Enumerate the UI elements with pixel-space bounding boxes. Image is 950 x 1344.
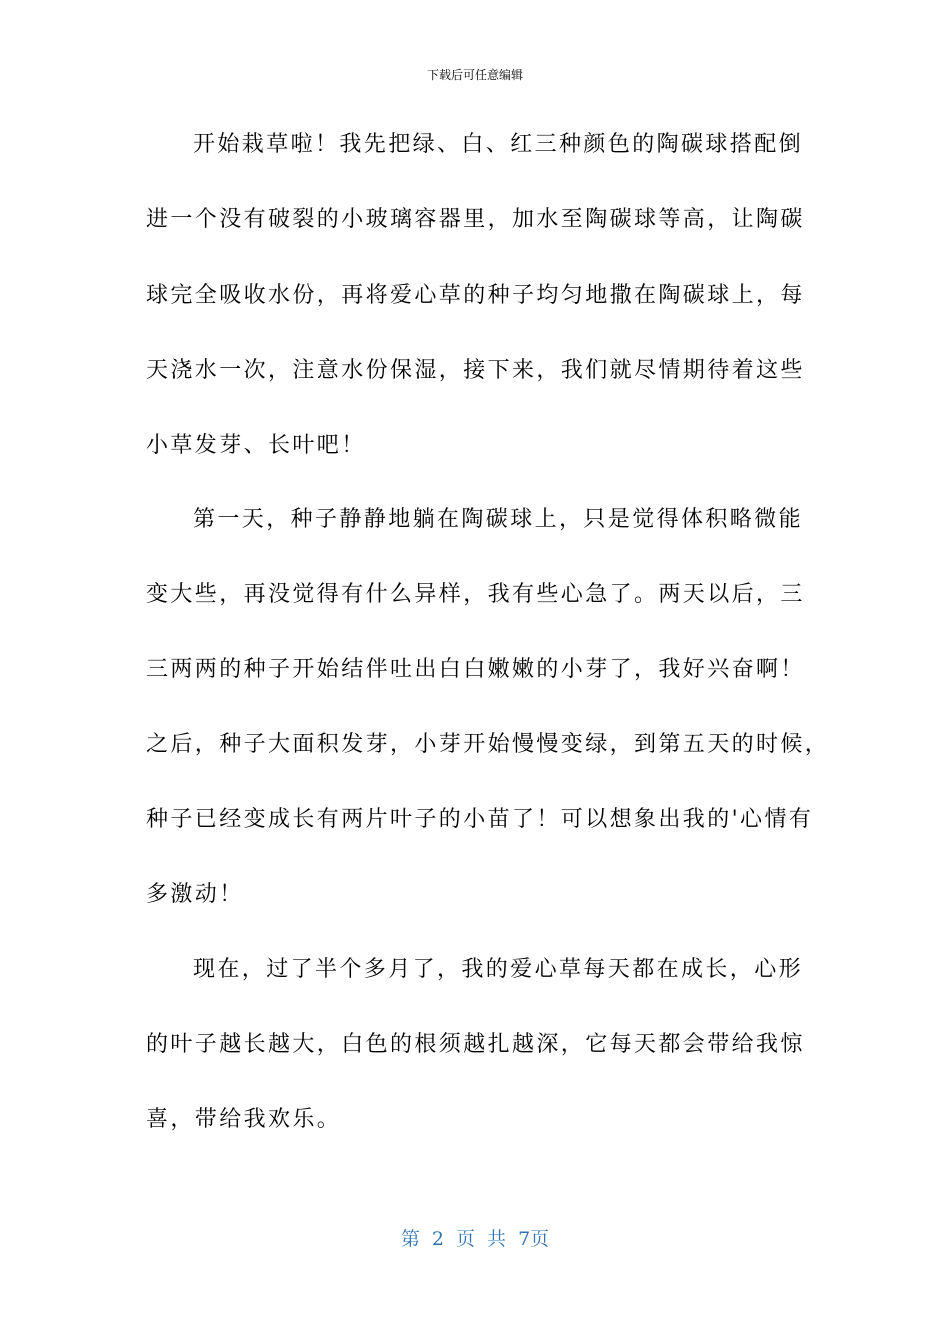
paragraph-1-line-3: 球完全吸收水份，再将爱心草的种子均匀地撒在陶碳球上，每 [146,283,805,308]
paragraph-3-line-1: 现在，过了半个多月了，我的爱心草每天都在成长，心形 [193,957,804,982]
paragraph-2-line-6: 多激动！ [146,882,244,907]
paragraph-3-line-3: 喜，带给我欢乐。 [146,1107,342,1132]
paragraph-2-line-1: 第一天，种子静静地躺在陶碳球上，只是觉得体积略微能 [193,507,804,532]
paragraph-1-line-4: 天浇水一次，注意水份保湿，接下来，我们就尽情期待着这些 [146,358,805,383]
page-number-footer: 第 2 页 共 7页 [400,1228,550,1250]
paragraph-2-line-3: 三两两的种子开始结伴吐出白白嫩嫩的小芽了，我好兴奋啊！ [146,657,805,682]
paragraph-3-line-2: 的叶子越长越大，白色的根须越扎越深，它每天都会带给我惊 [146,1032,805,1057]
paragraph-2-line-2: 变大些，再没觉得有什么异样，我有些心急了。两天以后，三 [146,582,805,607]
paragraph-1-line-2: 进一个没有破裂的小玻璃容器里，加水至陶碳球等高，让陶碳 [146,207,805,232]
paragraph-2-line-4: 之后，种子大面积发芽，小芽开始慢慢变绿，到第五天的时候， [146,732,830,757]
paragraph-1-line-1: 开始栽草啦！我先把绿、白、红三种颜色的陶碳球搭配倒 [193,132,804,157]
paragraph-2-line-5: 种子已经变成长有两片叶子的小苗了！可以想象出我的'心情有 [146,807,814,832]
page-header: 下载后可任意编辑 [426,68,523,82]
paragraph-1-line-5: 小草发芽、长叶吧！ [146,433,366,458]
